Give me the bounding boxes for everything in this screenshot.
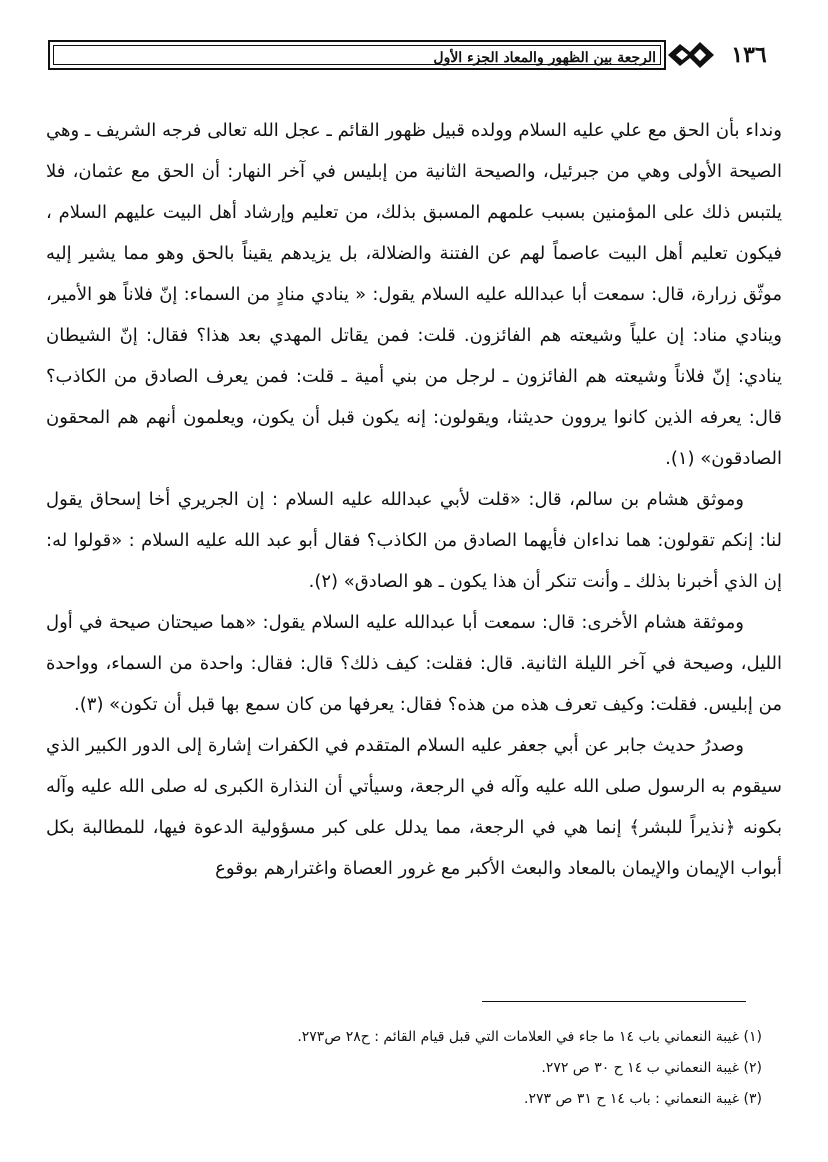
footnote-divider bbox=[482, 1001, 746, 1002]
main-text bbox=[46, 110, 782, 889]
running-header bbox=[48, 36, 784, 76]
footnote: (١) غيبة النعماني باب ١٤ ما جاء في العلامات التي قبل قيام القائم : ح٢٨ ص٢٧٣. bbox=[297, 1029, 762, 1045]
paragraph: وموثقة هشام الأخرى: قال: سمعت أبا عبدالله عليه السلام يقول: «هما صيحتان صيحة في أول الليل، وصيحة في آخر الليلة الثانية. قال: فقلت: كيف ذلك؟ قال: فقال: واحدة من السماء، وواحدة من إبليس. فقلت: وكيف تعرف هذه من هذه؟ فقال: يعرفها من كان سمع بها قبل أن تكون» (٣). bbox=[46, 612, 782, 715]
page-number: ١٣٦ bbox=[731, 42, 767, 68]
header-title-frame bbox=[48, 40, 666, 70]
footnote: (٢) غيبة النعماني ب ١٤ ح ٣٠ ص ٢٧٢. bbox=[541, 1060, 762, 1076]
paragraph: ونداء بأن الحق مع علي عليه السلام وولده قبيل ظهور القائم ـ عجل الله تعالى فرجه الشريف ـ وهي الصيحة الأولى وهي من جبرئيل، والصيحة الثانية من إبليس في آخر النهار: أن الحق مع عثمان، فلا يلتبس ذلك على المؤمنين بسبب علمهم المسبق بذلك، من تعليم وإرشاد أهل البيت عليهم السلام ، فيكون تعليم أهل البيت عاصماً لهم عن الفتنة والضلالة، بل يزيدهم يقيناً بالحق وهو مما يشير إليه موثّق زرارة، قال: سمعت أبا عبدالله عليه السلام يقول: « ينادي منادٍ من السماء: إنّ فلاناً هو الأمير، وينادي مناد: إن علياً وشيعته هم الفائزون. قلت: فمن يقاتل المهدي بعد هذا؟ فقال: إنّ الشيطان ينادي: إنّ فلاناً وشيعته هم الفائزون ـ لرجل من بني أمية ـ قلت: فمن يعرف الصادق من الكاذب؟ قال: يعرفه الذين كانوا يروون حديثنا، ويقولون: إنه يكون قبل أن يكون، ويعلمون أنهم هم المحقون الصادقون» (١). bbox=[46, 120, 782, 469]
paragraph: وصدرُ حديث جابر عن أبي جعفر عليه السلام المتقدم في الكفرات إشارة إلى الدور الكبير الذي سيقوم به الرسول صلى الله عليه وآله في الرجعة، وسيأتي أن النذارة الكبرى له صلى الله عليه وآله بكونه ﴿نذيراً للبشر﴾ إنما هي في الرجعة، مما يدلل على كبر مسؤولية الدعوة فيها، للمطالبة بكل أبواب الإيمان والإيمان بالمعاد والبعث الأكبر مع غرور العصاة واغترارهم بوقوع bbox=[46, 735, 782, 879]
footnote: (٣) غيبة النعماني : باب ١٤ ح ٣١ ص ٢٧٣. bbox=[524, 1091, 762, 1107]
floral-ornament-icon bbox=[666, 38, 716, 72]
paragraph: وموثق هشام بن سالم، قال: «قلت لأبي عبدالله عليه السلام : إن الجريري أخا إسحاق يقول لنا: إنكم تقولون: هما نداءان فأيهما الصادق من الكاذب؟ فقال أبو عبد الله عليه السلام : «قولوا له: إن الذي أخبرنا بذلك ـ وأنت تنكر أن هذا يكون ـ هو الصادق» (٢). bbox=[46, 489, 782, 592]
header-title: الرجعة بين الظهور والمعاد الجزء الأول bbox=[433, 50, 656, 66]
footnotes bbox=[46, 1022, 762, 1115]
